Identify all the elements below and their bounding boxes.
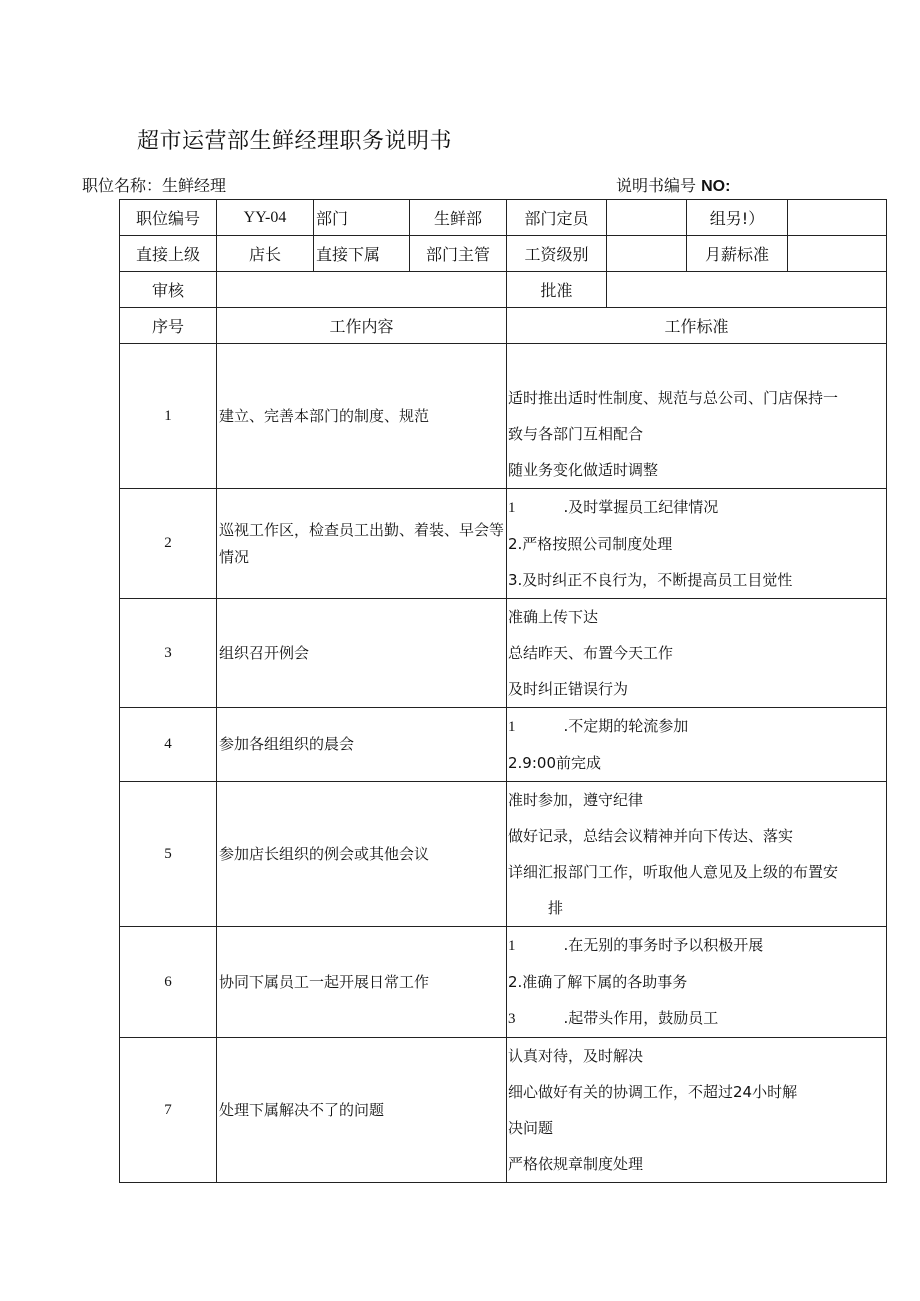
col-header-standard: 工作标准: [507, 308, 887, 344]
label-group: 组另!）: [687, 200, 788, 236]
doc-no-suffix: NO:: [701, 178, 731, 195]
duty-row: [120, 708, 887, 782]
standard-line: 随业务变化做适时调整: [508, 461, 659, 479]
value-monthly-salary: [788, 236, 887, 272]
duty-number: 5: [120, 782, 217, 927]
header-row-2: [120, 236, 887, 272]
duty-row: [120, 489, 887, 599]
standard-line: 认真对待，及时解决: [508, 1047, 644, 1065]
standard-line: 2.准确了解下属的各助事务: [508, 973, 688, 991]
duty-content: 参加店长组织的例会或其他会议: [217, 782, 507, 927]
document-title: 超市运营部生鲜经理职务说明书: [137, 129, 453, 154]
duty-number: 2: [120, 489, 217, 599]
value-direct-superior: 店长: [217, 236, 314, 272]
col-header-content: 工作内容: [217, 308, 507, 344]
standard-line: 2.严格按照公司制度处理: [508, 535, 673, 553]
doc-no-label: 说明书编号: [616, 176, 697, 195]
duty-standard: [507, 489, 887, 599]
standard-line: 3 .起带头作用，鼓励员工: [508, 1009, 719, 1027]
duty-standard: [507, 927, 887, 1038]
label-direct-subordinate: 直接下属: [314, 236, 410, 272]
duty-row: [120, 344, 887, 489]
header-row-1: [120, 200, 887, 236]
duty-standard: [507, 708, 887, 782]
duty-number: 7: [120, 1038, 217, 1183]
standard-line: 及时纠正错误行为: [508, 680, 629, 698]
value-salary-grade: [607, 236, 687, 272]
value-headcount: [607, 200, 687, 236]
value-review: [217, 272, 507, 308]
standard-line: 准确上传下达: [508, 608, 599, 626]
standard-line: 致与各部门互相配合: [508, 425, 644, 443]
duty-content: 巡视工作区，检查员工出勤、着装、早会等情况: [217, 489, 507, 599]
duty-standard: [507, 344, 887, 489]
label-monthly-salary: 月薪标准: [687, 236, 788, 272]
document-number: [616, 173, 730, 196]
standard-line: 2.9:00前完成: [508, 754, 601, 772]
label-salary-grade: 工资级别: [507, 236, 607, 272]
value-direct-subordinate: 部门主管: [410, 236, 507, 272]
standard-line: 3.及时纠正不良行为，不断提高员工目觉性: [508, 571, 793, 589]
standard-line: 1 .及时掌握员工纪律情况: [508, 498, 719, 516]
label-review: 审核: [120, 272, 217, 308]
standard-line: 决问题: [508, 1119, 554, 1137]
standard-line: 1 .在无别的事务时予以积极开展: [508, 936, 764, 954]
duty-content: 组织召开例会: [217, 599, 507, 708]
value-position-code: YY-04: [217, 200, 314, 236]
job-description-table: [119, 199, 887, 1183]
standard-line: 细心做好有关的协调工作，不超过24小时解: [508, 1083, 798, 1101]
duty-number: 3: [120, 599, 217, 708]
duty-row: [120, 927, 887, 1038]
value-department: 生鲜部: [410, 200, 507, 236]
duty-content: 处理下属解决不了的问题: [217, 1038, 507, 1183]
duty-number: 1: [120, 344, 217, 489]
standard-line: 严格依规章制度处理: [508, 1155, 644, 1173]
duty-content: 建立、完善本部门的制度、规范: [217, 344, 507, 489]
duty-number: 4: [120, 708, 217, 782]
col-header-no: 序号: [120, 308, 217, 344]
duty-standard: [507, 599, 887, 708]
duty-row: [120, 599, 887, 708]
duty-row: [120, 782, 887, 927]
label-headcount: 部门定员: [507, 200, 607, 236]
standard-line: [508, 344, 886, 380]
standard-line: 总结昨天、布置今天工作: [508, 644, 674, 662]
standard-line: 排: [548, 899, 564, 917]
duty-standard: [507, 782, 887, 927]
value-approve: [607, 272, 887, 308]
standard-line: 详细汇报部门工作，听取他人意见及上级的布置安: [508, 863, 839, 881]
header-row-3: [120, 272, 887, 308]
standard-line: 1 .不定期的轮流参加: [508, 717, 689, 735]
standard-line: 准时参加，遵守纪律: [508, 791, 644, 809]
duty-standard: [507, 1038, 887, 1183]
duty-content: 协同下属员工一起开展日常工作: [217, 927, 507, 1038]
duty-content: 参加各组组织的晨会: [217, 708, 507, 782]
position-name: 职位名称：生鲜经理: [82, 176, 227, 195]
value-group: [788, 200, 887, 236]
standard-line: 适时推出适时性制度、规范与总公司、门店保持一: [508, 389, 839, 407]
label-direct-superior: 直接上级: [120, 236, 217, 272]
duty-row: [120, 1038, 887, 1183]
label-position-code: 职位编号: [120, 200, 217, 236]
label-department: 部门: [314, 200, 410, 236]
standard-line: 做好记录，总结会议精神并向下传达、落实: [508, 827, 794, 845]
duty-rows: [120, 344, 887, 1183]
column-header-row: [120, 308, 887, 344]
duty-number: 6: [120, 927, 217, 1038]
label-approve: 批准: [507, 272, 607, 308]
